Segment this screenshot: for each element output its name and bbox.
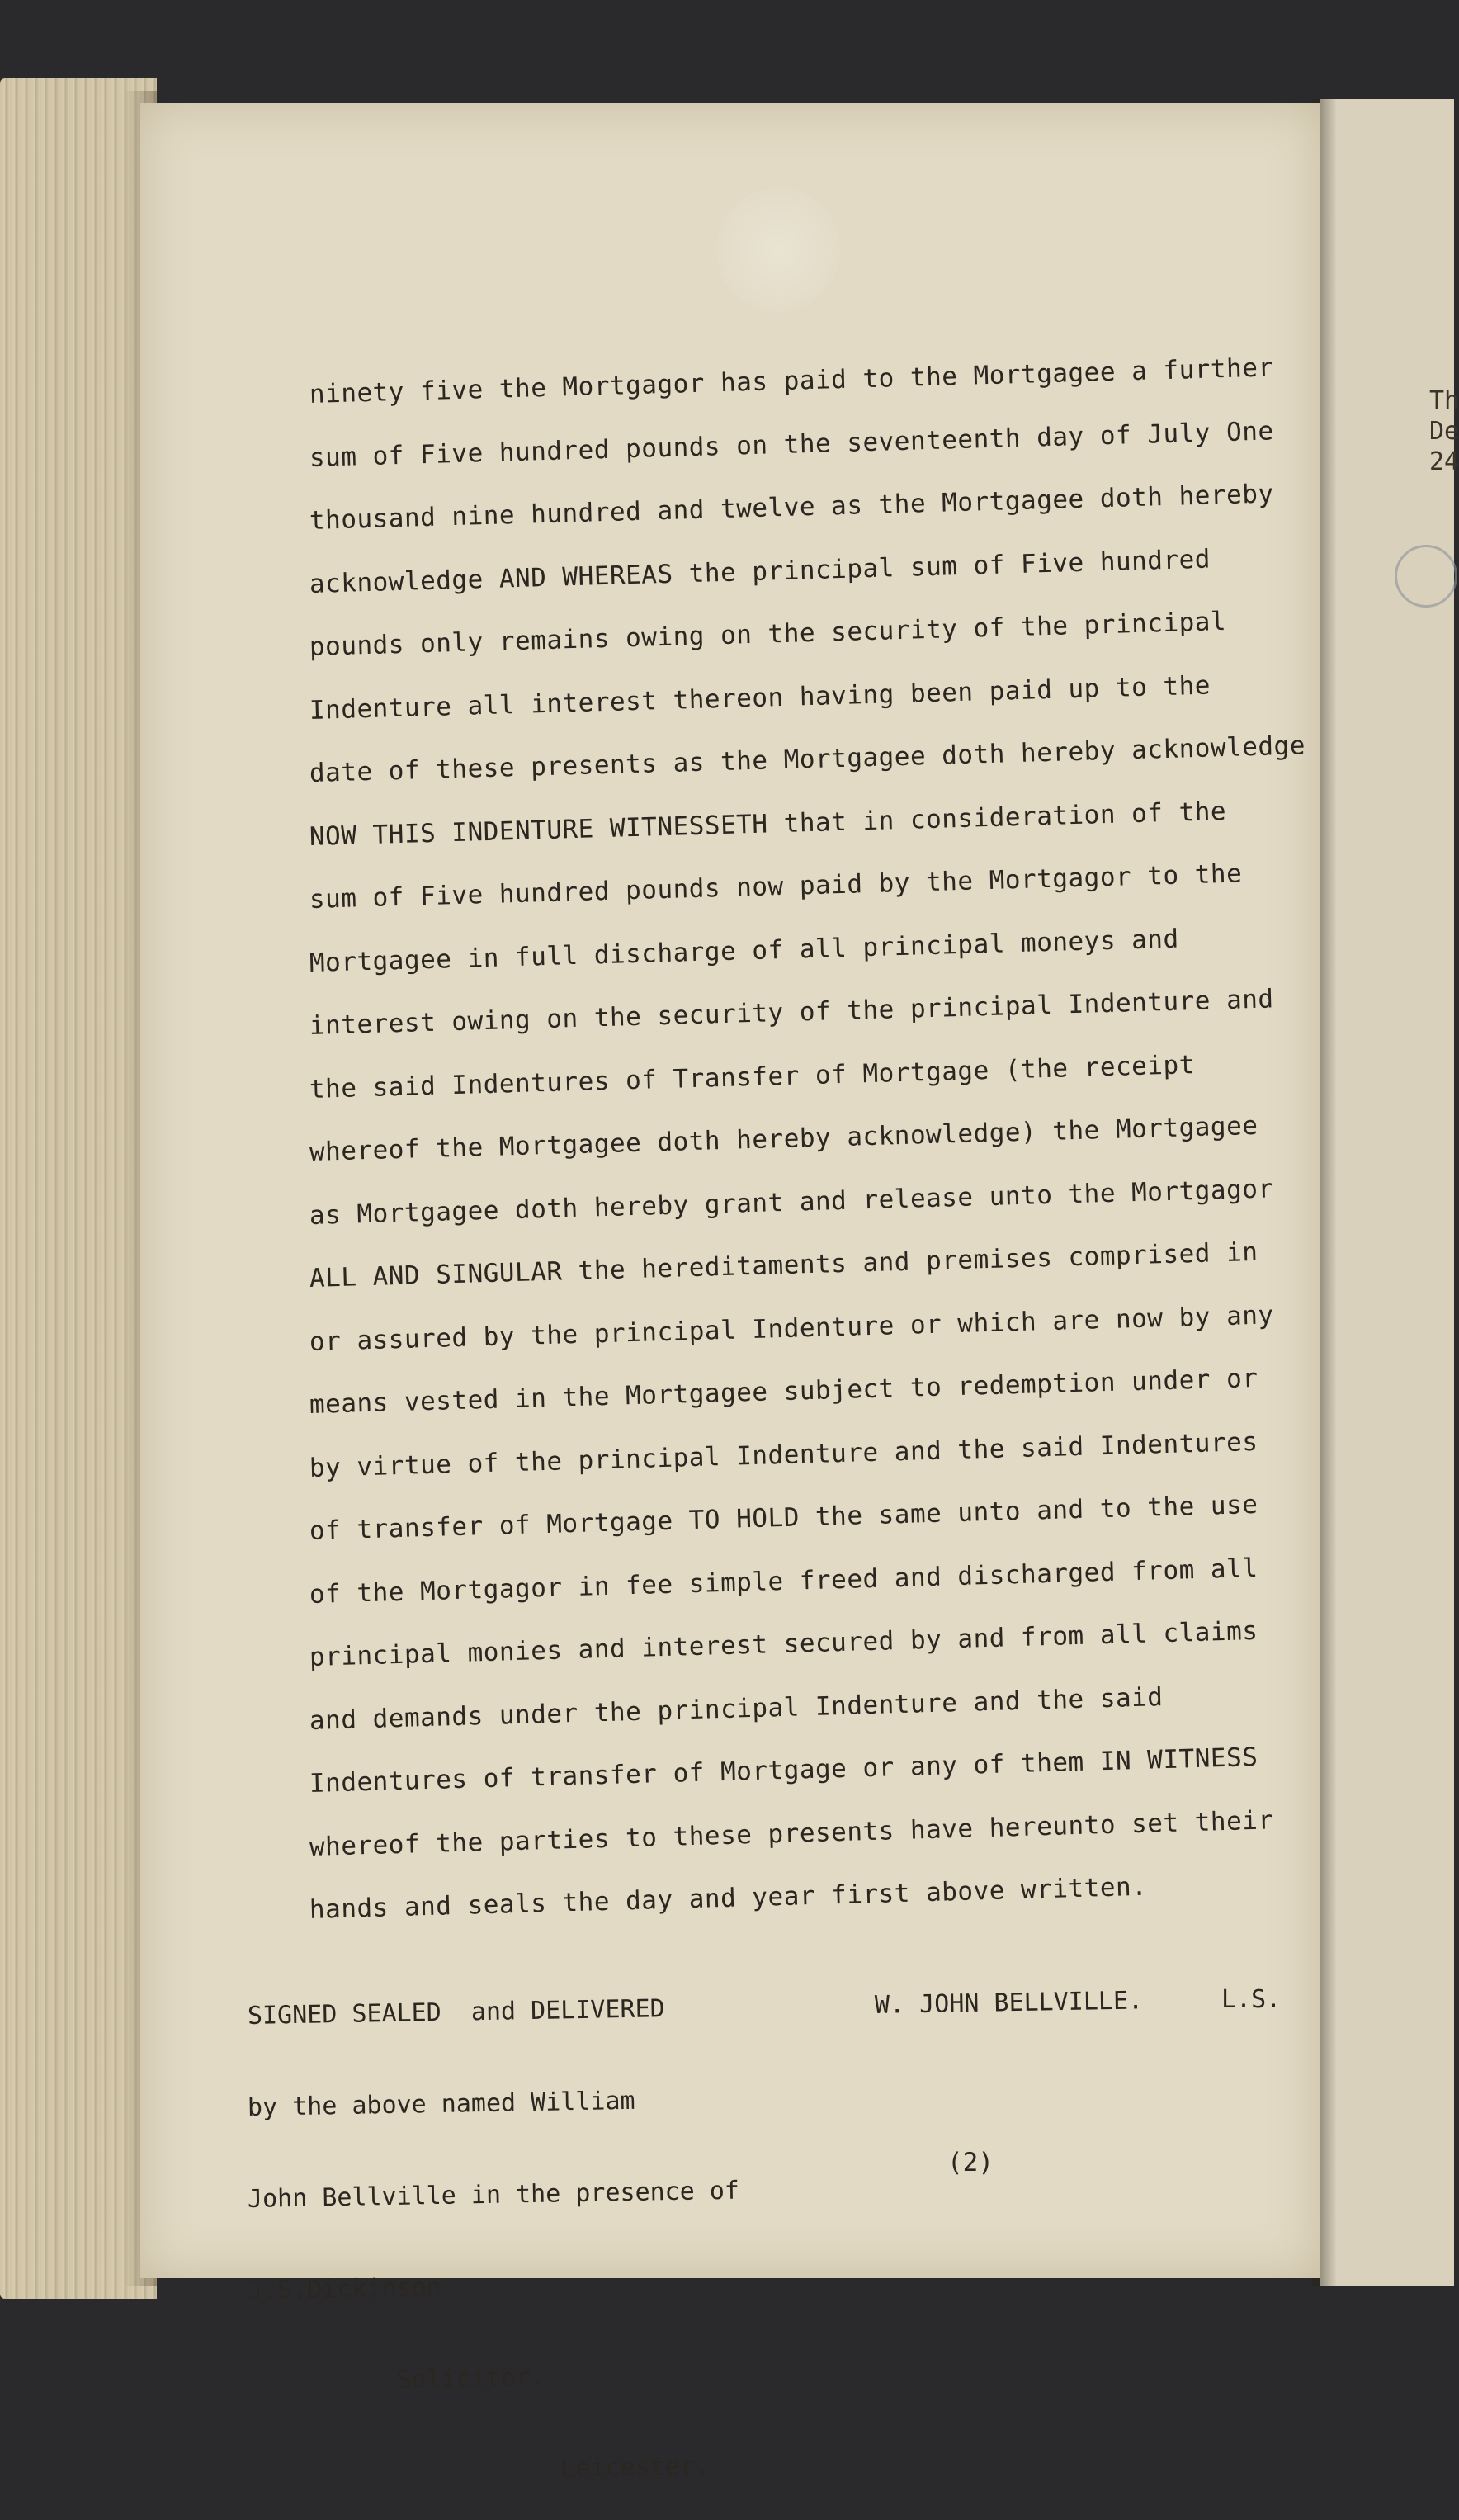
page-number: (2)	[947, 2148, 994, 2177]
attestation-line: John Bellville in the presence of	[247, 2176, 740, 2214]
attestation-line: by the above named William	[247, 2086, 635, 2122]
text-line: whereof the parties to these presents have hereunto set their	[309, 1804, 1275, 1862]
attestation-line: Solicitor.	[247, 2362, 546, 2397]
text-line: interest owing on the security of the principal Indenture and	[309, 984, 1275, 1041]
text-line: as Mortgagee doth hereby grant and release unto the Mortgagor	[309, 1173, 1275, 1231]
text-line: sum of Five hundred pounds now paid by the Mortgagor to the	[309, 858, 1243, 915]
text-line: acknowledge AND WHEREAS the principal sum of Five hundred	[309, 544, 1211, 599]
facing-page-fragment: Th	[1429, 386, 1459, 415]
text-line: of transfer of Mortgage TO HOLD the same unto and to the use	[309, 1489, 1258, 1546]
text-line: principal monies and interest secured by and from all claims	[309, 1615, 1258, 1672]
text-line: the said Indentures of Transfer of Mortgage (the receipt	[309, 1049, 1196, 1104]
text-line: by virtue of the principal Indenture and the said Indentures	[309, 1426, 1258, 1483]
text-line: whereof the Mortgagee doth hereby acknowledge) the Mortgagee	[309, 1110, 1258, 1167]
attestation-line: SIGNED SEALED and DELIVERED	[247, 1994, 665, 2031]
text-line: thousand nine hundred and twelve as the Mortgagee doth hereby	[309, 479, 1275, 536]
deed-body-text	[309, 352, 1333, 1942]
text-line: ninety five the Mortgagor has paid to the Mortgagee a further	[309, 352, 1275, 409]
text-line: means vested in the Mortgagee subject to redemption under or	[309, 1363, 1258, 1420]
text-line: date of these presents as the Mortgagee doth hereby acknowledge	[309, 730, 1306, 788]
text-line: Mortgagee in full discharge of all principal moneys and	[309, 924, 1180, 978]
attestation-clause	[248, 1940, 739, 2520]
text-line: of the Mortgagor in fee simple freed and discharged from all	[309, 1553, 1258, 1610]
attestation-line: Leicester.	[247, 2451, 711, 2489]
facing-page-fragment: 24	[1429, 447, 1459, 476]
text-line: pounds only remains owing on the security of the principal	[309, 606, 1227, 662]
seal-mark: L.S.	[1221, 1985, 1282, 2014]
text-line: sum of Five hundred pounds on the seventeenth day of July One	[309, 415, 1275, 473]
text-line: hands and seals the day and year first above written.	[309, 1871, 1148, 1925]
text-line: and demands under the principal Indenture and the said	[309, 1681, 1164, 1736]
text-line: or assured by the principal Indenture or which are now by any	[309, 1299, 1275, 1357]
facing-page-fragment: De	[1429, 417, 1459, 446]
facing-page-stamp	[1395, 545, 1457, 608]
attestation-line: J.S.Dickinson	[247, 2272, 442, 2305]
embossed-seal	[716, 188, 840, 312]
text-line: ALL AND SINGULAR the hereditaments and premises comprised in	[309, 1236, 1258, 1293]
text-line: Indenture all interest thereon having been paid up to the	[309, 670, 1211, 726]
signatory-name: W. JOHN BELLVILLE.	[874, 1986, 1144, 2020]
text-line: Indentures of transfer of Mortgage or any of them IN WITNESS	[309, 1742, 1258, 1799]
text-line: NOW THIS INDENTURE WITNESSETH that in consideration of the	[309, 796, 1227, 852]
